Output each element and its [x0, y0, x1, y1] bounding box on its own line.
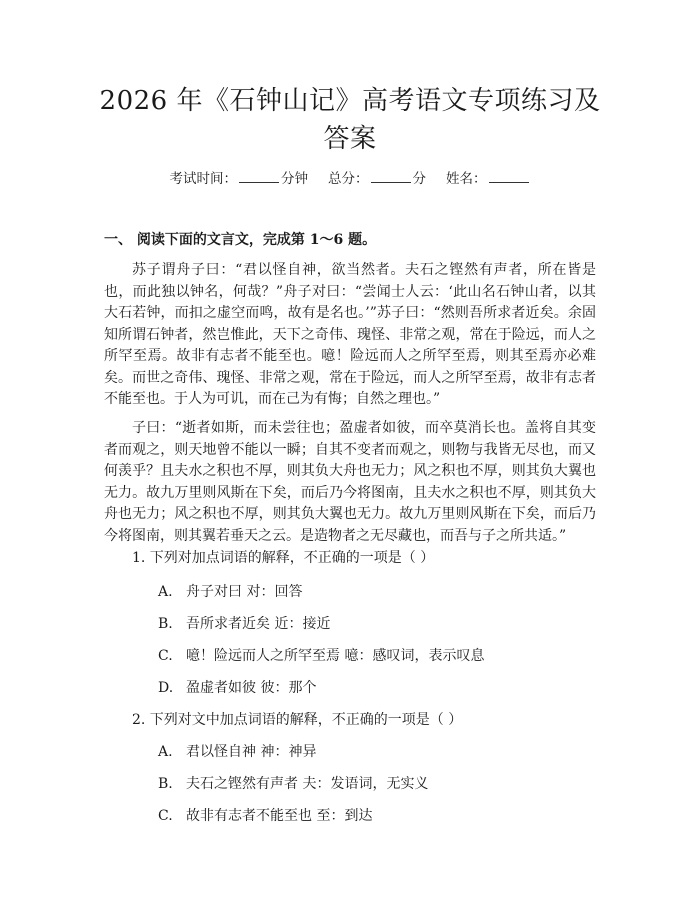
option-text: 君以怪自神 神：神异	[186, 744, 317, 760]
name-label: 姓名：	[446, 171, 487, 187]
question-1-stem: 1. 下列对加点词语的解释，不正确的一项是（ ）	[132, 550, 435, 566]
question-2-option-a[interactable]	[158, 742, 316, 762]
document-title: 2026 年《石钟山记》高考语文专项练习及答案	[99, 86, 601, 154]
passage-paragraph-1: 苏子谓舟子曰：“君以怪自神，欲当然者。夫石之铿然有声者，所在皆是也，而此独以钟名，何哉？”舟子对曰：“尝闻士人云：‘此山名石钟山者，以其大石若钟，而扣之虚空而鸣，故有是名也。’”苏子曰：“然则吾所求者近矣。余固知所谓石钟者，然岂惟此，天下之奇伟、瑰怪、非常之观，常在于险远，而人之所罕至焉。故非有志者不能至也。噫！险远而人之所罕至焉，则其至焉亦必难矣。而世之奇伟、瑰怪、非常之观，常在于险远，而人之所罕至焉，故非有志者不能至也。于人为可讥，而在己为有悔；自然之理也。”	[104, 262, 596, 407]
option-letter: B.	[158, 616, 173, 632]
option-letter: D.	[158, 680, 174, 696]
option-letter: C.	[158, 648, 173, 664]
exam-time-label: 考试时间：	[169, 171, 237, 187]
option-text: 噫！险远而人之所罕至焉 噫：感叹词，表示叹息	[186, 648, 485, 664]
option-letter: B.	[158, 776, 173, 792]
option-letter: A.	[158, 584, 173, 600]
total-score-blank[interactable]	[371, 168, 411, 183]
section-heading: 一、 阅读下面的文言文，完成第 1～6 题。	[104, 232, 377, 248]
name-field	[446, 171, 531, 187]
total-score-label: 总分：	[328, 171, 369, 187]
exam-time-field	[170, 171, 309, 187]
option-letter: C.	[158, 808, 173, 824]
question-1-option-a[interactable]	[158, 582, 302, 602]
name-blank[interactable]	[489, 168, 529, 183]
question-2-option-c[interactable]	[158, 806, 372, 826]
exam-time-blank[interactable]	[239, 168, 279, 183]
passage-paragraph-2: 子曰：“逝者如斯，而未尝往也；盈虚者如彼，而卒莫消长也。盖将自其变者而观之，则天地曾不能以一瞬；自其不变者而观之，则物与我皆无尽也，而又何羡乎？且夫水之积也不厚，则其负大舟也无力；风之积也不厚，则其负大翼也无力。故九万里则风斯在下矣，而后乃今将图南，且夫水之积也不厚，则其负大舟也无力；风之积也不厚，则其负大翼也无力。故九万里则风斯在下矣，而后乃今将图南，则其翼若垂天之云。是造物者之无尽藏也，而吾与子之所共适。”	[104, 420, 596, 544]
question-2-stem: 2. 下列对文中加点词语的解释，不正确的一项是（ ）	[132, 712, 463, 728]
option-text: 舟子对曰 对：回答	[186, 584, 303, 600]
question-1-option-b[interactable]	[158, 614, 330, 634]
option-letter: A.	[158, 744, 173, 760]
option-text: 夫石之铿然有声者 夫：发语词，无实义	[186, 776, 429, 792]
question-2-option-b[interactable]	[158, 774, 428, 794]
question-1-option-c[interactable]	[158, 646, 484, 666]
question-1-option-d[interactable]	[158, 678, 316, 698]
exam-time-unit: 分钟	[281, 171, 308, 187]
option-text: 故非有志者不能至也 至：到达	[186, 808, 373, 824]
option-text: 盈虚者如彼 彼：那个	[186, 680, 317, 696]
total-score-unit: 分	[412, 171, 426, 187]
exam-info-line	[0, 168, 700, 189]
option-text: 吾所求者近矣 近：接近	[186, 616, 331, 632]
total-score-field	[328, 171, 426, 187]
